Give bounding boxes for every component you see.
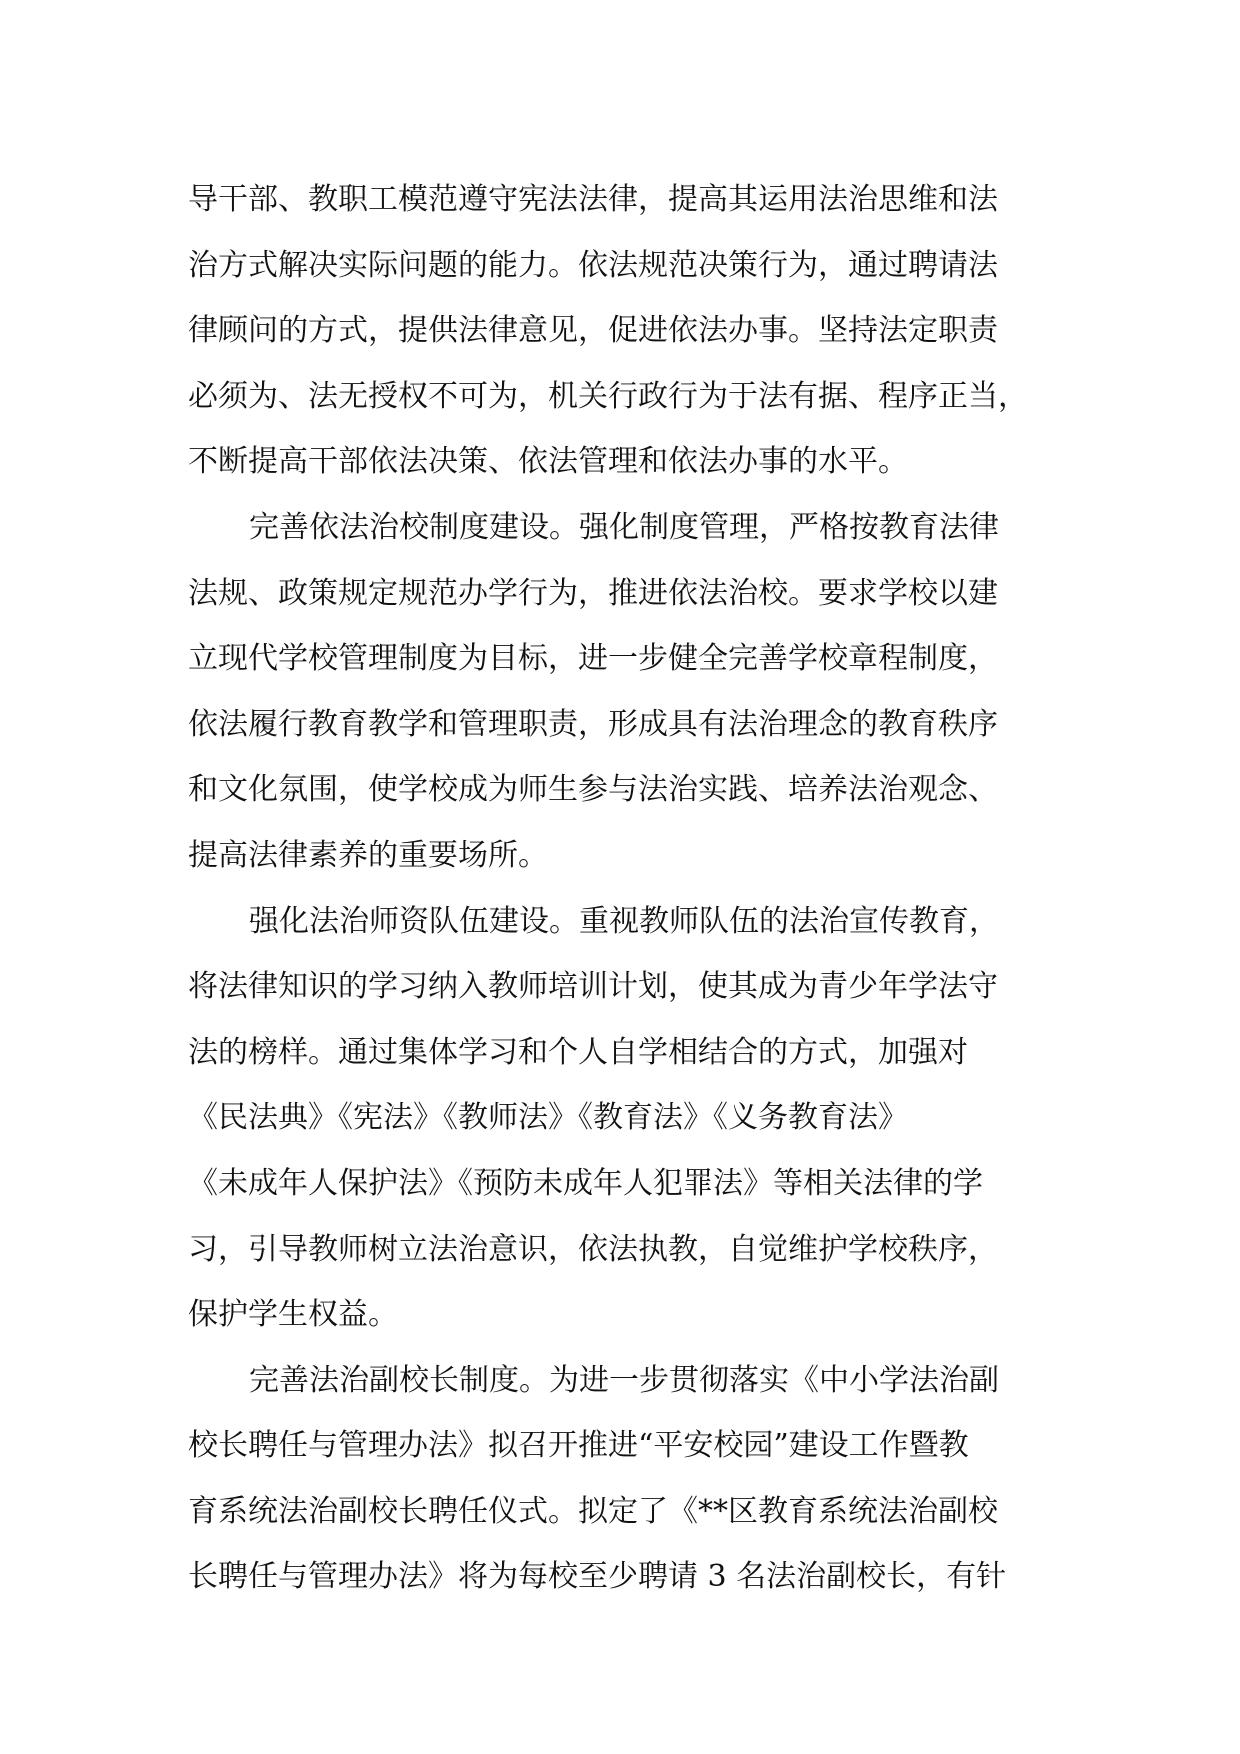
text-line: 立现代学校管理制度为目标，进一步健全完善学校章程制度， [188,641,998,677]
text-line: 不断提高干部依法决策、依法管理和依法办事的水平。 [188,444,908,480]
text-line: 治方式解决实际问题的能力。依法规范决策行为，通过聘请法 [188,247,998,283]
text-line: 育系统法治副校长聘任仪式。拟定了《**区教育系统法治副校 [188,1493,998,1529]
text-line: 提高法律素养的重要场所。 [188,837,548,873]
text-line: 必须为、法无授权不可为，机关行政行为于法有据、程序正当， [188,378,1028,414]
text-line: 依法履行教育教学和管理职责，形成具有法治理念的教育秩序 [188,706,998,742]
text-line: 完善依法治校制度建设。强化制度管理，严格按教育法律 [249,509,999,545]
paragraph-school-system [188,495,1088,889]
paragraph-teacher-training [188,889,1088,1348]
paragraph-legal-leadership [188,167,1088,495]
text-line: 律顾问的方式，提供法律意见，促进依法办事。坚持法定职责 [188,313,998,349]
text-line: 和文化氛围，使学校成为师生参与法治实践、培养法治观念、 [188,772,998,808]
text-line: 将法律知识的学习纳入教师培训计划，使其成为青少年学法守 [188,969,998,1005]
text-line: 《民法典》《宪法》《教师法》《教育法》《义务教育法》 [188,1100,908,1136]
document-body [188,167,1088,1610]
text-line: 法的榜样。通过集体学习和个人自学相结合的方式，加强对 [188,1034,968,1070]
paragraph-vice-principal [188,1348,1088,1610]
text-line: 导干部、教职工模范遵守宪法法律，提高其运用法治思维和法 [188,182,998,217]
text-line: 强化法治师资队伍建设。重视教师队伍的法治宣传教育， [249,903,999,939]
text-line: 法规、政策规定规范办学行为，推进依法治校。要求学校以建 [188,575,998,611]
text-line: 长聘任与管理办法》将为每校至少聘请 3 名法治副校长，有针 [188,1559,1007,1595]
text-line: 保护学生权益。 [188,1297,398,1333]
text-line: 习，引导教师树立法治意识，依法执教，自觉维护学校秩序， [188,1231,998,1267]
text-line: 完善法治副校长制度。为进一步贯彻落实《中小学法治副 [249,1362,999,1398]
text-line: 《未成年人保护法》《预防未成年人犯罪法》等相关法律的学 [188,1165,983,1201]
text-line: 校长聘任与管理办法》拟召开推进“平安校园”建设工作暨教 [188,1428,969,1464]
